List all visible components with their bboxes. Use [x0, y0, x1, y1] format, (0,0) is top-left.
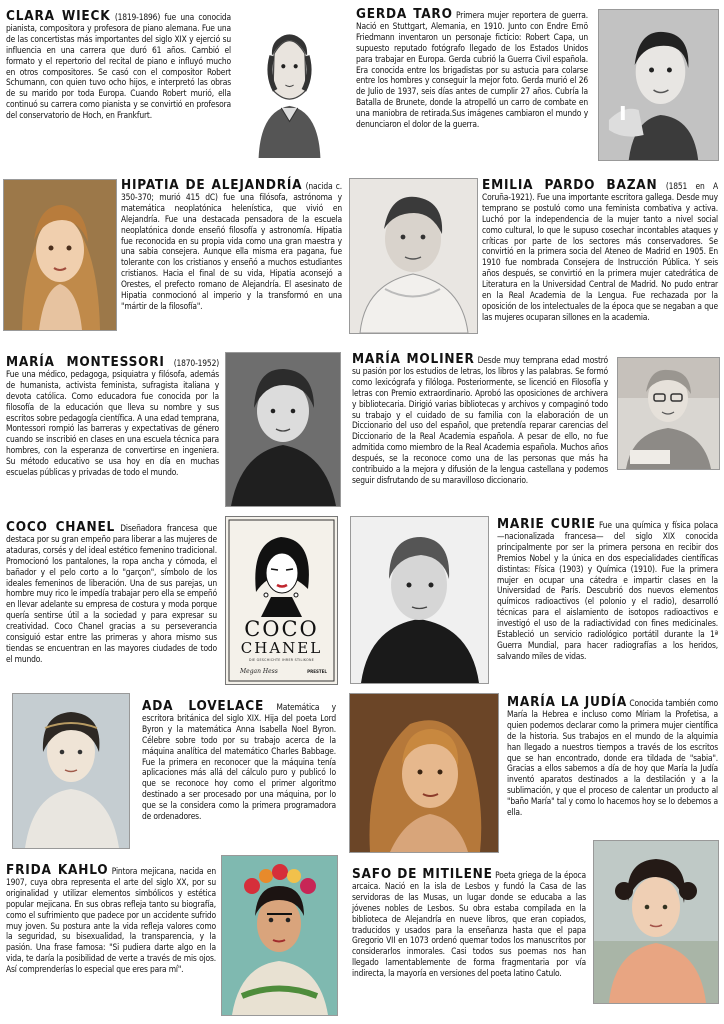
bio-hipatia: [121, 177, 342, 312]
name-ada-lovelace: ADA LOVELACE: [142, 698, 265, 714]
portrait-emilia-pardo-bazan: [349, 178, 478, 334]
bio-montessori: [6, 354, 220, 478]
name-maria-la-judia: MARÍA LA JUDÍA: [507, 694, 628, 710]
text-moliner: Desde muy temprana edad mostró su pasión por los estudios de letras, los libros y las palabras. Se formó como lexicógrafa y filóloga. Posteriormente, se licenció en Filosofía y letras con Premio extraordinario. Aprobó las oposiciones de archivera y bibliotecaria. Dirigió varias bibliotecas y archivos y compaginó todo su trabajo y el cuidado de su familia con la elaboración de un Diccionario del uso del español, que pretendía reparar carencias del Diccionario de la Real Academia española. A pesar de ello, no fue admitida como miembro de la Real Academia española. Muchos años después, se la reconoce como una de las personas que más ha contribuido a la mejora y difusión de la lengua castellana y podemos seguir disfrutando de su maravilloso diccionario.: [352, 355, 608, 485]
name-emilia-pardo-bazan: EMILIA PARDO BAZAN: [482, 177, 658, 193]
name-frida-kahlo: FRIDA KAHLO: [6, 862, 109, 878]
name-coco-chanel: COCO CHANEL: [6, 519, 116, 535]
portrait-clara-wieck: [238, 12, 341, 158]
name-gerda-taro: GERDA TARO: [356, 6, 453, 22]
text-gerda-taro: Primera mujer reportera de guerra. Nació en Stuttgart, Alemania, en 1910. Junto con Endre Ernö Friedmann inventaron un personaje ficticio: Robert Capa, un supuesto reputado fotógrafo llegado de los Estados Unidos para trabajar en Europa. Gerda cubrió la Guerra Civil española. Era conocida entre los brigadistas por su astucia para colarse entre los hombres y conseguir la mejor foto. Gerda murió el 26 de Julio de 1937, seis días antes de cumplir 27 años. Cubría la Batalla de Brunete, donde la atropelló un carro de combate en una maniobra de retirada.Sus imágenes cambiaron el mundo y denunciaron el dolor de la guerra.: [356, 10, 588, 130]
portrait-hipatia: [3, 179, 117, 331]
name-clara-wieck: CLARA WIECK: [6, 8, 111, 24]
dates-emilia-pardo-bazan: (1851 en A Coruña-1921).: [482, 181, 718, 202]
portrait-maria-la-judia: [349, 693, 499, 853]
dates-hipatia: (nacida c. 350-370; murió 415 dC): [121, 181, 342, 202]
name-montessori: MARÍA MONTESSORI: [6, 354, 165, 370]
text-ada-lovelace: Matemática y escritora británica del siglo XIX. Hija del poeta Lord Byron y la matemática Anna Isabella Noel Byron. Célebre sobre todo por su trabajo acerca de la máquina analítica del matemático Charles Babbage. Fue la primera en reconocer que la máquina tenía aplicaciones más allá del cálculo puro y publicó lo que se reconoce hoy como el primer algoritmo destinado a ser procesado por una máquina, por lo que se la considera como la primera programadora de ordenadores.: [142, 702, 336, 822]
dates-clara-wieck: (1819-1896): [114, 12, 161, 22]
portrait-moliner: [617, 357, 720, 470]
portrait-frida-kahlo: [221, 855, 338, 1016]
bio-safo: [352, 866, 586, 979]
book-title-line1: COCO: [244, 617, 319, 641]
bio-gerda-taro: [356, 6, 588, 130]
book-publisher: PRESTEL: [307, 670, 327, 675]
portrait-safo: [593, 840, 719, 1004]
book-signature: Megan Hess: [240, 668, 278, 675]
text-marie-curie: Fue una química y física polaca —nacionalizada francesa— del siglo XIX conocida principalmente por ser la primera persona en recibir dos Premios Nobel y la única en dos especialidades científicas distintas: Física (1903) y Química (1910). Fue la primera mujer en ocupar una cátedra e impartir clases en la Universidad de París. Descubrió dos nuevos elementos químicos radioactivos (el polonio y el radio), desarrolló técnicas para el aislamiento de isotopos radioactivos e investigó el uso de la radiactividad con fines medicinales. Estableció un servicio radiológico portátil durante la 1ª Guerra Mundial, para hacer radiografías a los heridos, salvando miles de vidas.: [497, 520, 718, 661]
bio-frida-kahlo: [6, 862, 216, 975]
text-frida-kahlo: Pintora mejicana, nacida en 1907, cuya obra representa el arte del siglo XX, por su originalidad y utilizar elementos simbólicos y estética popular mejicana. En sus obras refleja tanto su biografía, como el sufrimiento que padece por un accidente sufrido muy joven. Su postura ante la vida refleja valores como la seguridad, su bisexualidad, la transparencia, y la pasión. Una frase famosa: "Si pudiera darte algo en la vida, te daría la posibilidad de verte a través de mis ojos. Así comprenderías lo especial que eres para mí".: [6, 866, 216, 975]
bio-emilia-pardo-bazan: [482, 177, 718, 323]
bio-moliner: [352, 351, 608, 486]
text-clara-wieck: fue una conocida pianista, compositora y profesora de piano alemana. Fue una de las concertistas más importantes del siglo XIX y ejerció su influencia en una carrera que duró 61 años. Cambió el formato y el repertorio del recital de piano e influyó mucho en otros compositores. Se casó con el compositor Robert Schumann, con quien tuvo ocho hijos, e interpretó las obras de su marido por toda Europa. Cuando Robert murió, ella continuó su carrera como pianista y se convirtió en profesora del conservatorio de Hoch, en Frankfurt.: [6, 12, 232, 121]
name-safo: SAFO DE MITILENE: [352, 866, 493, 882]
name-moliner: MARÍA MOLINER: [352, 351, 475, 367]
book-cover-coco-chanel: [225, 516, 338, 685]
dates-montessori: (1870-1952): [173, 358, 220, 368]
portrait-montessori: [225, 352, 341, 507]
text-safo: Poeta griega de la época arcaica. Nació en la isla de Lesbos y fundó la Casa de las servidoras de las Musas, un lugar donde se educaba a las jóvenes nobles de Lesbos. Su obra estaba compilada en la biblioteca de Alejandría en nueve libros, que eran copiados, traducidos y usados para la enseñanza hasta que el papa Gregorio VII en 1073 ordenó quemar todos los manuscritos por considerarlos inmorales. Casi todos sus poemas nos han llegado lamentablemente de forma fragmentaria por vía indirecta, la mayoría en versiones del poeta latino Catulo.: [352, 870, 586, 979]
name-marie-curie: MARIE CURIE: [497, 516, 596, 532]
portrait-marie-curie: [350, 516, 489, 684]
bio-coco-chanel: [6, 519, 217, 665]
portrait-ada-lovelace: [12, 693, 130, 849]
bio-maria-la-judia: [507, 694, 718, 818]
bio-marie-curie: [497, 516, 718, 662]
text-hipatia: fue una filósofa, astrónoma y matemática neoplatónica helenística, que vivió en Alejandría. Fue una destacada pensadora de la escuela neoplatónica donde enseñó filosofía y astronomía. Hipatia fue reconocida en su propia vida como una gran maestra y una sabia consejera. Aunque ella misma era pagana, fue tolerante con los cristianos y enseñó a muchos estudiantes cristianos. Hacia el final de su vida, Hipatia aconsejó a Orestes, el prefecto romano de Alejandría. El asesinato de Hipatia conmocionó al imperio y la transformó en una "mártir de la filosofía".: [121, 191, 342, 311]
book-title-line2: CHANEL: [240, 639, 323, 657]
book-subtitle: DIE GESCHICHTE IHRER STILIKONE: [248, 658, 315, 662]
text-emilia-pardo-bazan: Fue una importante escritora gallega. Desde muy temprano se postuló como una feminista combativa y activa. Luchó por la independencia de la mujer tanto a nivel social como cultural, lo que le supuso cosechar incontables ataques y críticas por parte de los sectores más conservadores. Se convirtió en la primera socia del Ateneo de Madrid en 1905. En 1910 fue nombrada Consejera de Instrucción Pública. Y seis años después, se convirtió en la primera mujer catedrática de Literatura en la Universidad Central de Madrid. No pudo entrar en la Real Academia de la Lengua. Fue rechazada por la oposición de los intelectuales de la época que se negaban a que las mujeres ocuparan sillones en la academia.: [482, 191, 718, 322]
bio-ada-lovelace: [142, 698, 336, 822]
name-hipatia: HIPATIA DE ALEJANDRÍA: [121, 177, 303, 193]
text-coco-chanel: Diseñadora francesa que destaca por su gran empeño para liberar a las mujeres de ataduras, corsés y del ideal estético femenino tradicional. Promocionó los pantalones, la ropa ancha y cómoda, el bañador y el pelo corto a lo "garçon", símbolo de los ideales femeninos de liberación. Una de sus parejas, un hombre muy rico le impedía trabajar pero ella se empeñó en llevar adelante su empresa de costura y moda porque quería sentirse útil a la sociedad y para expresar su creatividad. Coco Chanel gracias a su perseverancia consiguió estar entre las primeras y ahora mismo sus tiendas se encuentran en las mayores ciudades de todo el mundo.: [6, 523, 217, 664]
portrait-gerda-taro: [598, 9, 719, 161]
text-montessori: Fue una médico, pedagoga, psiquiatra y filósofa, además de humanista, activista feminista, sufragista italiana y devota católica. Como educadora fue conocida por la filosofía de la educación que lleva su nombre y sus escritos sobre pedagogía científica. A una edad temprana, Montessori rompió las barreras y expectativas de género cuando se inscribió en clases en una escuela técnica para hombres, con la esperanza de convertirse en ingeniera. Su método educativo se usa hoy en día en muchas escuelas públicas y privadas de todo el mundo.: [6, 368, 219, 478]
text-maria-la-judia: Conocida también como María la Hebrea e incluso como Míriam la Profetisa, a quien podemos declarar como la primera mujer científica de la historia. Sus trabajos en el mundo de la alquimia han llegado a nuestros tiempos a través de los escritos que se han encontrado, donde era tildada de "sabia". Gracias a ellos sabemos a día de hoy que María la Judía inventó aparatos destinados a la destilación y a la sublimación, y que el proceso de calentar un producto al "baño María" tal y como lo hacemos hoy se lo debemos a ella.: [507, 698, 718, 818]
bio-clara-wieck: [6, 8, 232, 121]
